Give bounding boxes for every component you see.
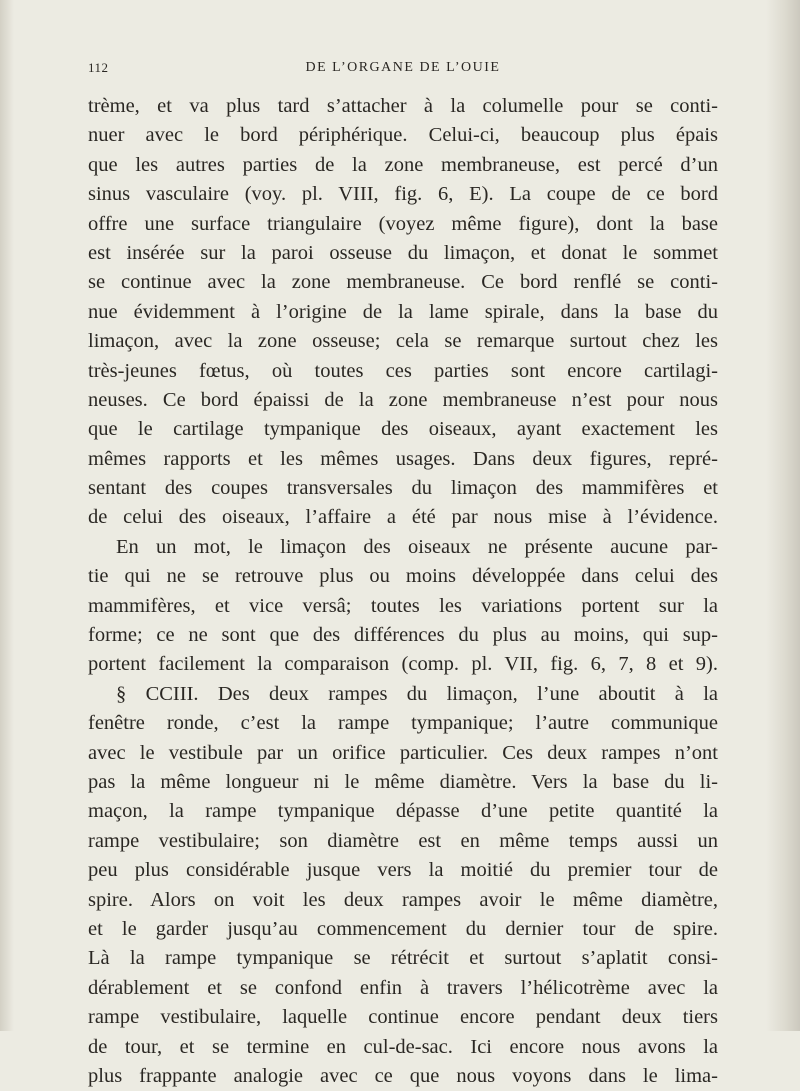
text-line: En un mot, le limaçon des oiseaux ne présente aucune par- [116,535,718,558]
text-line: nue évidemment à l’origine de la lame spirale, dans la base du [88,300,718,323]
text-line: de celui des oiseaux, l’affaire a été par nous mise à l’évidence. [88,506,718,529]
text-line: que le cartilage tympanique des oiseaux, ayant exactement les [88,418,718,441]
text-line: sinus vasculaire (voy. pl. VIII, fig. 6, E). La coupe de ce bord [88,183,718,206]
text-line: est insérée sur la paroi osseuse du limaçon, et donat le sommet [88,241,718,264]
page-gutter-shadow [0,0,14,1031]
running-head: DE L’ORGANE DE L’OUIE [305,60,501,75]
text-line: limaçon, avec la zone osseuse; cela se remarque surtout chez les [88,330,718,353]
text-line: et le garder jusqu’au commencement du dernier tour de spire. [88,917,718,940]
text-line: peu plus considérable jusque vers la moitié du premier tour de [88,859,718,882]
text-line: forme; ce ne sont que des différences du plus au moins, qui sup- [88,624,718,647]
text-line: maçon, la rampe tympanique dépasse d’une petite quantité la [88,800,718,823]
text-line: sentant des coupes transversales du limaçon des mammifères et [88,477,718,500]
text-line: portent facilement la comparaison (comp. pl. VII, fig. 6, 7, 8 et 9). [88,653,718,676]
text-line: rampe vestibulaire; son diamètre est en même temps aussi un [88,829,718,852]
body-text [88,92,718,1091]
text-line: trème, et va plus tard s’attacher à la columelle pour se conti- [88,95,718,117]
text-line: spire. Alors on voit les deux rampes avoir le même diamètre, [88,888,718,911]
text-line: très-jeunes fœtus, où toutes ces parties sont encore cartilagi- [88,359,718,382]
text-line: nuer avec le bord périphérique. Celui-ci, beaucoup plus épais [88,124,718,147]
page-header [88,60,718,80]
text-line: neuses. Ce bord épaissi de la zone membraneuse n’est pour nous [88,388,718,411]
text-line: plus frappante analogie avec ce que nous voyons dans le lima- [88,1064,718,1087]
page-edge-shadow [766,0,800,1031]
text-line: que les autres parties de la zone membraneuse, est percé d’un [88,153,718,176]
text-line: tie qui ne se retrouve plus ou moins développée dans celui des [88,565,718,588]
text-line: pas la même longueur ni le même diamètre. Vers la base du li- [88,770,718,793]
text-line: offre une surface triangulaire (voyez même figure), dont la base [88,212,718,235]
text-line: avec le vestibule par un orifice particulier. Ces deux rampes n’ont [88,741,718,764]
page-number: 112 [88,60,109,75]
text-line: Là la rampe tympanique se rétrécit et surtout s’aplatit consi- [88,947,718,970]
text-line: de tour, et se termine en cul-de-sac. Ici encore nous avons la [88,1035,718,1058]
text-line: fenêtre ronde, c’est la rampe tympanique; l’autre communique [88,712,718,735]
text-line: rampe vestibulaire, laquelle continue encore pendant deux tiers [88,1006,718,1029]
text-line: mammifères, et vice versâ; toutes les variations portent sur la [88,594,718,617]
text-line: mêmes rapports et les mêmes usages. Dans deux figures, repré- [88,447,718,470]
section-heading-line: § CCIII. Des deux rampes du limaçon, l’une aboutit à la [116,682,718,705]
text-line: se continue avec la zone membraneuse. Ce bord renflé se conti- [88,271,718,294]
text-line: dérablement et se confond enfin à travers l’hélicotrème avec la [88,976,718,999]
